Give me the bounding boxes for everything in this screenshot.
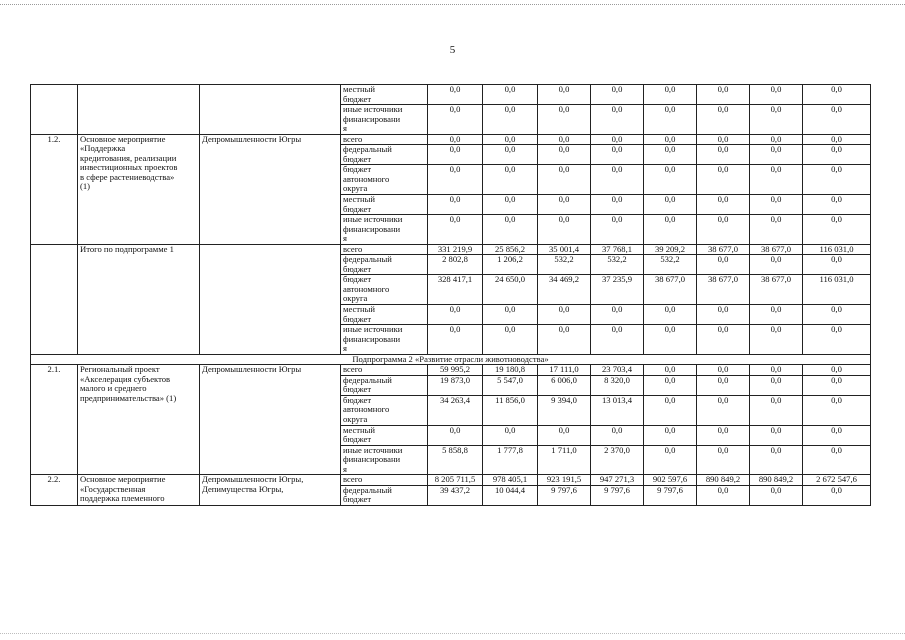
row-index-cell (31, 244, 78, 354)
amount-cell: 17 111,0 (538, 365, 591, 376)
amount-cell: 978 405,1 (483, 475, 538, 486)
amount-cell: 0,0 (750, 215, 803, 245)
amount-cell: 0,0 (803, 105, 871, 135)
amount-cell: 0,0 (697, 195, 750, 215)
table-row (31, 134, 871, 145)
amount-cell: 9 797,6 (538, 485, 591, 505)
scan-edge-bottom (0, 633, 905, 634)
amount-cell: 0,0 (697, 375, 750, 395)
amount-cell: 0,0 (803, 145, 871, 165)
amount-cell: 0,0 (591, 105, 644, 135)
amount-cell: 0,0 (428, 145, 483, 165)
amount-cell: 6 006,0 (538, 375, 591, 395)
amount-cell: 25 856,2 (483, 244, 538, 255)
amount-cell: 5 858,8 (428, 445, 483, 475)
amount-cell: 0,0 (750, 255, 803, 275)
amount-cell: 0,0 (803, 255, 871, 275)
amount-cell: 0,0 (483, 215, 538, 245)
funding-source-cell: иные источники финансировани я (341, 105, 428, 135)
amount-cell: 0,0 (644, 425, 697, 445)
amount-cell: 10 044,4 (483, 485, 538, 505)
table-row (31, 475, 871, 486)
amount-cell: 0,0 (750, 134, 803, 145)
amount-cell: 0,0 (750, 85, 803, 105)
amount-cell: 0,0 (538, 134, 591, 145)
amount-cell: 2 802,8 (428, 255, 483, 275)
amount-cell: 0,0 (538, 195, 591, 215)
amount-cell: 0,0 (644, 145, 697, 165)
amount-cell: 19 873,0 (428, 375, 483, 395)
amount-cell: 37 235,9 (591, 275, 644, 305)
amount-cell: 0,0 (697, 365, 750, 376)
amount-cell: 0,0 (803, 395, 871, 425)
funding-source-cell: местный бюджет (341, 305, 428, 325)
page-number: 5 (449, 44, 456, 56)
amount-cell: 2 370,0 (591, 445, 644, 475)
amount-cell: 532,2 (538, 255, 591, 275)
amount-cell: 11 856,0 (483, 395, 538, 425)
funding-source-cell: всего (341, 365, 428, 376)
row-index-cell: 2.1. (31, 365, 78, 475)
amount-cell: 8 320,0 (591, 375, 644, 395)
amount-cell: 0,0 (428, 325, 483, 355)
table-row (31, 244, 871, 255)
funding-source-cell: местный бюджет (341, 195, 428, 215)
amount-cell: 0,0 (538, 325, 591, 355)
subprogram-header-row (31, 354, 871, 365)
amount-cell: 0,0 (591, 195, 644, 215)
row-index-cell: 2.2. (31, 475, 78, 506)
amount-cell: 0,0 (803, 85, 871, 105)
amount-cell: 0,0 (428, 105, 483, 135)
amount-cell: 0,0 (538, 145, 591, 165)
amount-cell: 0,0 (538, 105, 591, 135)
amount-cell: 0,0 (644, 305, 697, 325)
table-row (31, 365, 871, 376)
funding-source-cell: федеральный бюджет (341, 145, 428, 165)
amount-cell: 0,0 (803, 425, 871, 445)
amount-cell: 0,0 (750, 145, 803, 165)
amount-cell: 0,0 (428, 165, 483, 195)
executor-cell (200, 244, 341, 354)
amount-cell: 1 711,0 (538, 445, 591, 475)
amount-cell: 0,0 (803, 485, 871, 505)
amount-cell: 0,0 (591, 325, 644, 355)
amount-cell: 0,0 (697, 105, 750, 135)
amount-cell: 0,0 (591, 134, 644, 145)
amount-cell: 34 469,2 (538, 275, 591, 305)
amount-cell: 0,0 (697, 485, 750, 505)
amount-cell: 0,0 (750, 395, 803, 425)
amount-cell: 0,0 (750, 165, 803, 195)
amount-cell: 0,0 (428, 85, 483, 105)
amount-cell: 0,0 (428, 195, 483, 215)
amount-cell: 0,0 (697, 395, 750, 425)
amount-cell: 8 205 711,5 (428, 475, 483, 486)
amount-cell: 0,0 (538, 305, 591, 325)
amount-cell: 0,0 (428, 215, 483, 245)
amount-cell: 0,0 (644, 365, 697, 376)
amount-cell: 0,0 (644, 134, 697, 145)
amount-cell: 0,0 (644, 165, 697, 195)
budget-table-body (31, 85, 871, 506)
amount-cell: 0,0 (483, 85, 538, 105)
measure-name-cell (78, 85, 200, 135)
amount-cell: 902 597,6 (644, 475, 697, 486)
amount-cell: 0,0 (428, 305, 483, 325)
amount-cell: 0,0 (803, 375, 871, 395)
amount-cell: 9 797,6 (644, 485, 697, 505)
amount-cell: 39 209,2 (644, 244, 697, 255)
amount-cell: 39 437,2 (428, 485, 483, 505)
amount-cell: 0,0 (697, 325, 750, 355)
amount-cell: 0,0 (697, 85, 750, 105)
amount-cell: 0,0 (697, 134, 750, 145)
executor-cell: Депромышленности Югры, Депимущества Югры, (200, 475, 341, 506)
amount-cell: 0,0 (697, 305, 750, 325)
amount-cell: 0,0 (644, 325, 697, 355)
amount-cell: 0,0 (644, 105, 697, 135)
funding-source-cell: всего (341, 244, 428, 255)
amount-cell: 0,0 (483, 134, 538, 145)
amount-cell: 0,0 (591, 85, 644, 105)
amount-cell: 19 180,8 (483, 365, 538, 376)
amount-cell: 0,0 (483, 325, 538, 355)
amount-cell: 0,0 (428, 425, 483, 445)
measure-name-cell: Итого по подпрограмме 1 (78, 244, 200, 354)
executor-cell: Депромышленности Югры (200, 365, 341, 475)
amount-cell: 0,0 (750, 375, 803, 395)
amount-cell: 0,0 (483, 145, 538, 165)
amount-cell: 0,0 (803, 305, 871, 325)
amount-cell: 38 677,0 (644, 275, 697, 305)
amount-cell: 37 768,1 (591, 244, 644, 255)
amount-cell: 38 677,0 (697, 244, 750, 255)
amount-cell: 38 677,0 (750, 244, 803, 255)
measure-name-cell: Региональный проект «Акселерация субъектов малого и среднего предпринимательства» (1) (78, 365, 200, 475)
amount-cell: 116 031,0 (803, 275, 871, 305)
amount-cell: 24 650,0 (483, 275, 538, 305)
funding-source-cell: иные источники финансировани я (341, 215, 428, 245)
amount-cell: 0,0 (697, 215, 750, 245)
funding-source-cell: федеральный бюджет (341, 375, 428, 395)
amount-cell: 9 797,6 (591, 485, 644, 505)
funding-source-cell: бюджет автономного округа (341, 395, 428, 425)
funding-source-cell: бюджет автономного округа (341, 275, 428, 305)
amount-cell: 0,0 (803, 365, 871, 376)
amount-cell: 0,0 (803, 215, 871, 245)
amount-cell: 0,0 (644, 375, 697, 395)
amount-cell: 0,0 (538, 215, 591, 245)
amount-cell: 328 417,1 (428, 275, 483, 305)
amount-cell: 0,0 (803, 165, 871, 195)
amount-cell: 35 001,4 (538, 244, 591, 255)
funding-source-cell: всего (341, 475, 428, 486)
amount-cell: 0,0 (750, 445, 803, 475)
amount-cell: 0,0 (483, 165, 538, 195)
amount-cell: 9 394,0 (538, 395, 591, 425)
amount-cell: 0,0 (644, 85, 697, 105)
amount-cell: 923 191,5 (538, 475, 591, 486)
amount-cell: 947 271,3 (591, 475, 644, 486)
amount-cell: 116 031,0 (803, 244, 871, 255)
amount-cell: 0,0 (750, 105, 803, 135)
amount-cell: 0,0 (803, 134, 871, 145)
amount-cell: 0,0 (538, 165, 591, 195)
scan-edge-top (0, 4, 905, 5)
amount-cell: 0,0 (803, 445, 871, 475)
amount-cell: 0,0 (591, 145, 644, 165)
amount-cell: 532,2 (644, 255, 697, 275)
amount-cell: 0,0 (591, 425, 644, 445)
amount-cell: 0,0 (483, 105, 538, 135)
amount-cell: 0,0 (483, 305, 538, 325)
amount-cell: 0,0 (428, 134, 483, 145)
amount-cell: 0,0 (750, 425, 803, 445)
funding-source-cell: иные источники финансировани я (341, 445, 428, 475)
amount-cell: 0,0 (750, 195, 803, 215)
row-index-cell: 1.2. (31, 134, 78, 244)
amount-cell: 0,0 (750, 365, 803, 376)
amount-cell: 0,0 (644, 395, 697, 425)
amount-cell: 0,0 (644, 215, 697, 245)
amount-cell: 0,0 (697, 425, 750, 445)
amount-cell: 0,0 (750, 305, 803, 325)
amount-cell: 890 849,2 (697, 475, 750, 486)
amount-cell: 0,0 (697, 165, 750, 195)
amount-cell: 0,0 (483, 425, 538, 445)
amount-cell: 890 849,2 (750, 475, 803, 486)
amount-cell: 0,0 (750, 485, 803, 505)
amount-cell: 0,0 (803, 195, 871, 215)
amount-cell: 13 013,4 (591, 395, 644, 425)
amount-cell: 1 777,8 (483, 445, 538, 475)
executor-cell (200, 85, 341, 135)
amount-cell: 0,0 (644, 195, 697, 215)
amount-cell: 0,0 (750, 325, 803, 355)
amount-cell: 331 219,9 (428, 244, 483, 255)
funding-source-cell: местный бюджет (341, 85, 428, 105)
subprogram-2-title: Подпрограмма 2 «Развитие отрасли животноводства» (31, 354, 871, 365)
amount-cell: 0,0 (803, 325, 871, 355)
amount-cell: 34 263,4 (428, 395, 483, 425)
amount-cell: 0,0 (697, 445, 750, 475)
amount-cell: 0,0 (591, 305, 644, 325)
amount-cell: 38 677,0 (750, 275, 803, 305)
funding-source-cell: федеральный бюджет (341, 255, 428, 275)
executor-cell: Депромышленности Югры (200, 134, 341, 244)
amount-cell: 38 677,0 (697, 275, 750, 305)
amount-cell: 2 672 547,6 (803, 475, 871, 486)
amount-cell: 0,0 (483, 195, 538, 215)
amount-cell: 0,0 (591, 215, 644, 245)
amount-cell: 0,0 (591, 165, 644, 195)
amount-cell: 0,0 (697, 145, 750, 165)
funding-source-cell: бюджет автономного округа (341, 165, 428, 195)
amount-cell: 23 703,4 (591, 365, 644, 376)
amount-cell: 0,0 (538, 85, 591, 105)
funding-source-cell: местный бюджет (341, 425, 428, 445)
measure-name-cell: Основное мероприятие «Поддержка кредитования, реализации инвестиционных проектов в сфере растениеводства» (1) (78, 134, 200, 244)
budget-table (30, 84, 871, 506)
amount-cell: 59 995,2 (428, 365, 483, 376)
funding-source-cell: федеральный бюджет (341, 485, 428, 505)
funding-source-cell: иные источники финансировани я (341, 325, 428, 355)
amount-cell: 0,0 (697, 255, 750, 275)
measure-name-cell: Основное мероприятие «Государственная поддержка племенного (78, 475, 200, 506)
amount-cell: 1 206,2 (483, 255, 538, 275)
amount-cell: 5 547,0 (483, 375, 538, 395)
row-index-cell (31, 85, 78, 135)
amount-cell: 0,0 (538, 425, 591, 445)
amount-cell: 0,0 (644, 445, 697, 475)
amount-cell: 532,2 (591, 255, 644, 275)
funding-source-cell: всего (341, 134, 428, 145)
table-row (31, 85, 871, 105)
